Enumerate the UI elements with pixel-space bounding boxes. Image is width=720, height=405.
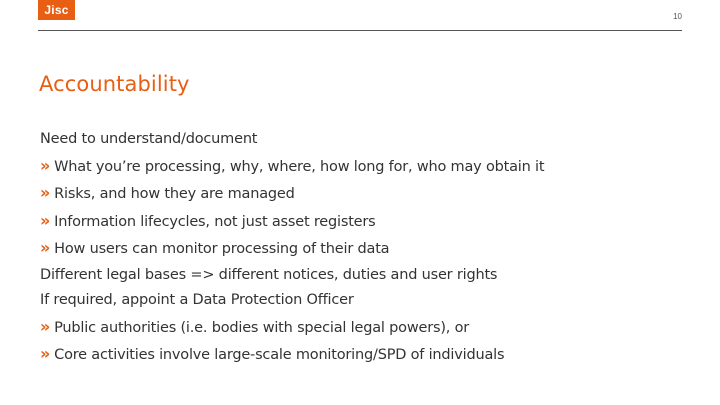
bullet-item <box>40 314 690 342</box>
slide-content <box>40 127 690 369</box>
line-text: What you’re processing, why, where, how long for, who may obtain it <box>54 158 545 175</box>
jisc-logo: Jisc <box>38 0 75 20</box>
bullet-item <box>40 235 690 263</box>
line-text: Risks, and how they are managed <box>54 186 295 202</box>
line-text: Public authorities (i.e. bodies with special legal powers), or <box>54 319 470 336</box>
line-text: How users can monitor processing of their data <box>54 241 390 257</box>
line-text: Need to understand/document <box>40 131 258 147</box>
line-text: If required, appoint a Data Protection Officer <box>40 292 354 308</box>
line-text: Information lifecycles, not just asset registers <box>54 213 376 230</box>
text-line <box>40 288 690 314</box>
bullet-chevron-icon: » <box>40 238 51 257</box>
bullet-chevron-icon: » <box>40 183 51 202</box>
page-number: 10 <box>673 12 682 21</box>
text-line <box>40 127 690 153</box>
bullet-item <box>40 341 690 369</box>
bullet-item <box>40 208 690 236</box>
text-line <box>40 263 690 289</box>
bullet-item <box>40 153 690 181</box>
header-divider <box>38 30 682 31</box>
slide-title: Accountability <box>39 72 190 96</box>
bullet-chevron-icon: » <box>40 344 51 363</box>
bullet-chevron-icon: » <box>40 316 51 336</box>
bullet-item <box>40 180 690 208</box>
bullet-chevron-icon: » <box>40 210 51 230</box>
line-text: Core activities involve large-scale monitoring/SPD of individuals <box>54 347 505 363</box>
line-text: Different legal bases => different notices, duties and user rights <box>40 266 498 283</box>
bullet-chevron-icon: » <box>40 155 51 175</box>
